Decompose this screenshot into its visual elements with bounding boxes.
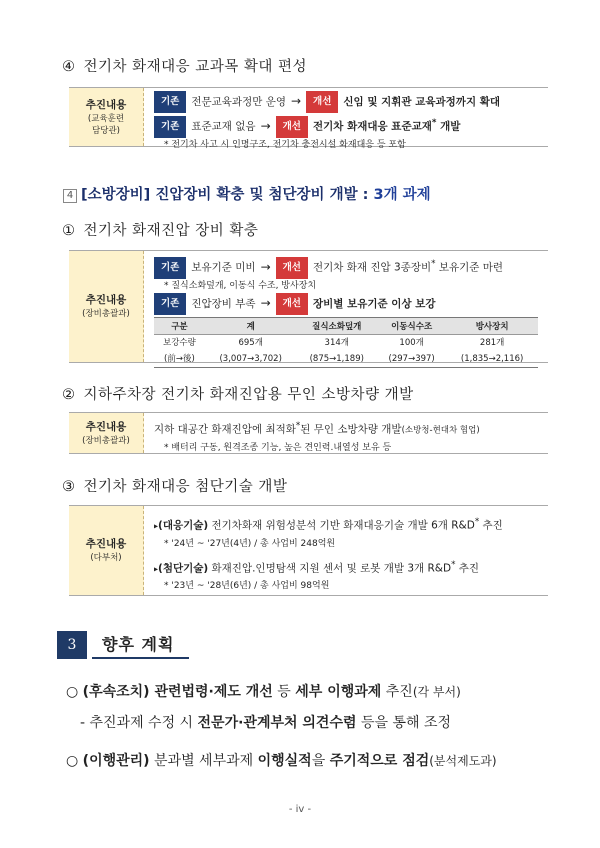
arrow-icon: → <box>260 259 271 274</box>
before-text: 보유기준 미비 <box>191 261 256 274</box>
label-dept: (다부처) <box>90 553 122 564</box>
footnote-mark: * <box>295 421 301 431</box>
content-text: 지하 대공간 화재진압에 최적화 <box>154 423 296 436</box>
section-number-box: 4 <box>63 189 77 203</box>
footnote: * '24년 ~ '27년(4년) / 총 사업비 248억원 <box>164 538 336 549</box>
table-row <box>154 334 538 351</box>
label-dept: (장비총괄과) <box>82 435 130 446</box>
label-dept-line2: 담당관) <box>92 125 120 136</box>
before-tag: 기존 <box>154 116 186 138</box>
after-tag: 개선 <box>306 91 338 113</box>
item-head: (첨단기술) <box>158 562 209 574</box>
sub-bullet-adjust <box>80 712 451 732</box>
section-title-text: [소방장비] 진압장비 확충 및 첨단장비 개발 : <box>81 187 374 203</box>
content-line <box>154 555 540 580</box>
label-title: 추진내용 <box>85 99 127 112</box>
table-header: 질식소화덮개 <box>297 317 377 334</box>
item-text-tail: 추진 <box>455 562 480 574</box>
subsection-title: 전기차 화재대응 교과목 확대 편성 <box>83 59 308 75</box>
bullet-dept: (분석제도과) <box>429 754 497 768</box>
arrow-icon: → <box>290 94 302 108</box>
subsection-heading-4 <box>62 55 307 76</box>
label-dept: (장비총괄과) <box>82 309 130 320</box>
circle-bullet-icon: ○ <box>66 753 79 769</box>
table-cell: (297→397) <box>377 351 446 368</box>
table-cell: (前→後) <box>154 351 205 368</box>
equipment-table <box>154 317 538 368</box>
box-content <box>144 251 548 362</box>
after-tag: 개선 <box>276 116 308 138</box>
table-header: 계 <box>205 317 297 334</box>
table-cell: 281개 <box>479 337 505 348</box>
bullet-text: - 추진과제 수정 시 <box>80 715 198 731</box>
subsection-title: 전기차 화재진압 장비 확충 <box>83 223 259 239</box>
subsection-number: ④ <box>62 59 76 75</box>
section-title-count: 3개 과제 <box>373 187 431 203</box>
subsection-heading-3 <box>62 475 287 496</box>
after-text-tail: 보유기준 마련 <box>435 261 504 274</box>
before-text: 표준교재 없음 <box>191 120 256 133</box>
footnote-mark: * <box>431 118 437 128</box>
content-line <box>154 512 540 537</box>
section-title <box>63 183 431 204</box>
table-cell: 695개 <box>238 337 263 348</box>
box-content <box>144 413 548 453</box>
bullet-text: 전문가·관계부처 의견수렴 <box>197 715 357 731</box>
bullet-text: 등 <box>272 684 296 700</box>
table-header: 방사장치 <box>446 317 538 334</box>
subsection-number: ② <box>62 387 76 403</box>
section-number-box: 3 <box>57 631 87 659</box>
after-text: 신임 및 지휘관 교육과정까지 확대 <box>343 96 501 108</box>
box-label <box>69 88 144 146</box>
bullet-management <box>66 750 497 770</box>
subsection-title: 지하주차장 전기차 화재진압용 무인 소방차량 개발 <box>83 387 414 403</box>
box-label <box>69 251 144 362</box>
subsection-heading-1 <box>62 219 258 240</box>
table-cell: (3,007→3,702) <box>205 351 297 368</box>
after-text: 전기차 화재대응 표준교재 <box>312 120 432 133</box>
change-row <box>154 91 540 113</box>
box-label <box>69 506 144 595</box>
bullet-text: 주기적으로 점검 <box>329 753 430 769</box>
label-title: 추진내용 <box>85 538 127 551</box>
box-content <box>144 506 548 595</box>
bullet-dept: (각 부서) <box>412 685 461 699</box>
triangle-bullet-icon: ▸ <box>154 564 159 573</box>
after-text: 장비별 보유기준 이상 보강 <box>312 297 436 310</box>
before-text: 진압장비 부족 <box>191 297 256 310</box>
bullet-text: 이행실적 <box>257 753 312 769</box>
arrow-icon: → <box>260 295 271 310</box>
plan-box-unmanned-vehicle <box>69 412 548 454</box>
content-remark: (소방청-현대차 협업) <box>401 425 480 436</box>
change-row <box>154 293 540 315</box>
content-text-tail: 된 무인 소방차량 개발 <box>300 423 402 436</box>
content-line <box>154 416 540 441</box>
arrow-icon: → <box>260 118 271 133</box>
triangle-bullet-icon: ▸ <box>154 521 159 531</box>
table-cell: (875→1,189) <box>297 351 377 368</box>
bullet-head: (후속조치) <box>82 684 150 700</box>
table-cell: 314개 <box>324 337 349 348</box>
box-content <box>144 88 548 150</box>
item-text: 화재진압.인명탐색 지원 센서 및 로봇 개발 3개 R&D <box>208 562 452 574</box>
table-header: 이동식수조 <box>377 317 446 334</box>
table-cell: 100개 <box>399 337 424 348</box>
table-header-row <box>154 317 538 334</box>
subsection-title: 전기차 화재대응 첨단기술 개발 <box>83 479 288 495</box>
footnote: * 배터리 구동, 원격조종 기능, 높은 견인력.내열성 보유 등 <box>164 442 392 453</box>
label-title: 추진내용 <box>85 420 127 433</box>
after-text: 전기차 화재 진압 3종장비 <box>312 261 432 274</box>
bullet-head: (이행관리) <box>82 753 150 769</box>
box-label <box>69 413 144 453</box>
change-row <box>154 254 540 279</box>
plan-box-advanced-tech <box>69 505 548 596</box>
table-cell: (1,835→2,116) <box>446 351 538 368</box>
footnote: * 질식소화덮개, 이동식 수조, 방사장치 <box>164 280 317 291</box>
plan-box-equipment <box>69 250 548 363</box>
before-text: 전문교육과정만 운영 <box>191 96 286 108</box>
after-text-tail: 개발 <box>436 120 461 133</box>
before-tag: 기존 <box>154 91 186 113</box>
before-tag: 기존 <box>154 257 186 279</box>
item-head: (대응기술) <box>158 519 209 532</box>
bullet-text: 분과별 세부과제 <box>149 753 258 769</box>
footnote-mark: * <box>474 517 480 527</box>
circle-bullet-icon: ○ <box>66 684 79 700</box>
plan-box-curriculum <box>69 87 548 150</box>
item-text: 전기차화재 위험성분석 기반 화재대응기술 개발 6개 R&D <box>208 519 475 532</box>
section-title: 향후 계획 <box>92 631 189 659</box>
bullet-text: 세부 이행과제 <box>295 684 382 700</box>
page-number: - iv - <box>288 804 312 815</box>
footnote: * 전기차 사고 시 인명구조, 전기차 충전시설 화재대응 등 포함 <box>164 139 406 150</box>
footnote-mark: * <box>431 259 436 269</box>
bullet-follow-up <box>66 681 461 701</box>
footnote-mark: * <box>451 559 456 570</box>
after-tag: 개선 <box>276 257 308 279</box>
table-cell: 보강수량 <box>163 337 196 348</box>
before-tag: 기존 <box>154 293 186 315</box>
bullet-text: 추진 <box>381 684 413 700</box>
subsection-number: ① <box>62 223 76 239</box>
table-header: 구분 <box>154 317 205 334</box>
after-tag: 개선 <box>276 293 308 315</box>
table-row <box>154 351 538 368</box>
subsection-number: ③ <box>62 479 76 495</box>
label-dept-line1: (교육훈련 <box>87 114 125 125</box>
footnote: * '23년 ~ '28년(6년) / 총 사업비 98억원 <box>164 581 330 591</box>
item-text-tail: 추진 <box>479 519 503 532</box>
bullet-text: 관련법령·제도 개선 <box>149 684 273 700</box>
change-row <box>154 113 540 138</box>
bullet-text: 등을 통해 조정 <box>356 715 451 731</box>
label-title: 추진내용 <box>85 294 127 307</box>
bullet-text: 을 <box>311 753 330 769</box>
label-dept <box>88 114 124 137</box>
subsection-heading-2 <box>62 383 414 404</box>
